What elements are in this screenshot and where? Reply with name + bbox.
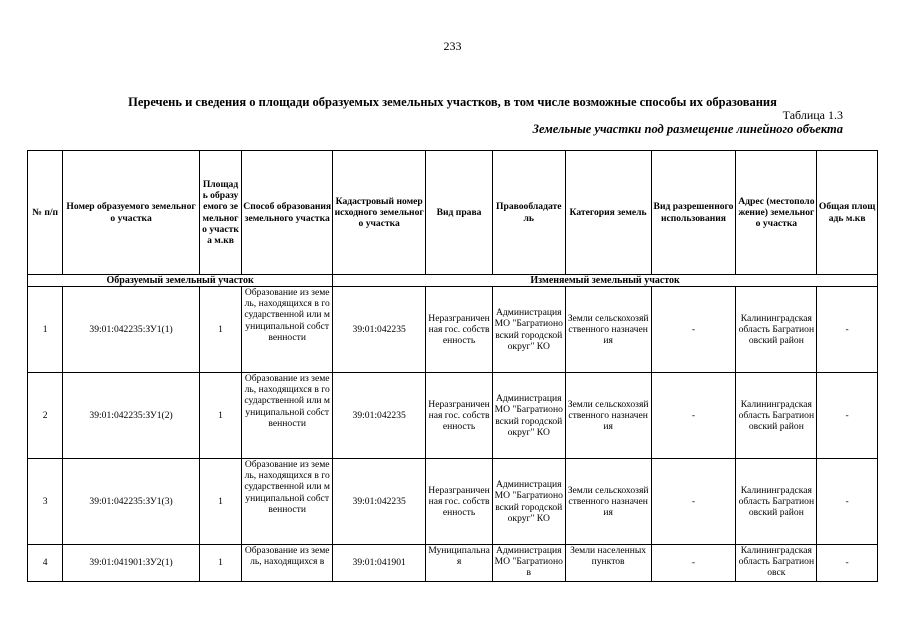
header-row [28,151,878,275]
cell-plot-number: 39:01:042235:ЗУ1(2) [63,373,199,459]
cell-total-area: - [817,459,878,545]
cell-area: 1 [199,287,241,373]
col-header-area: Площадь образуемого земельного участка м.кв [199,151,241,275]
cell-total-area: - [817,373,878,459]
cell-area: 1 [199,545,241,582]
section-changed: Изменяемый земельный участок [333,275,878,287]
col-header-plot-number: Номер образуемого земельного участка [63,151,199,275]
cell-plot-number: 39:01:042235:ЗУ1(3) [63,459,199,545]
table-row [28,459,878,545]
section-formed: Образуемый земельный участок [28,275,333,287]
cell-address: Калининградская область Багратионовский район [736,287,817,373]
cell-area: 1 [199,459,241,545]
col-header-address: Адрес (местоположение) земельного участка [736,151,817,275]
cell-right-type: Неразграниченная гос. собственность [426,459,493,545]
col-header-cadastral: Кадастровый номер исходного земельного участка [333,151,426,275]
col-header-method: Способ образования земельного участка [242,151,333,275]
cell-category: Земли сельскохозяйственного назначения [565,287,651,373]
col-header-num: № п/п [28,151,63,275]
cell-owner: Администрация МО "Багратионов [492,545,565,582]
col-header-permitted-use: Вид разрешенного использования [651,151,736,275]
page-number: 233 [443,39,462,53]
cell-right-type: Неразграниченная гос. собственность [426,287,493,373]
cell-permitted-use: - [651,287,736,373]
cell-cadastral: 39:01:042235 [333,287,426,373]
cell-right-type: Неразграниченная гос. собственность [426,373,493,459]
cell-area: 1 [199,373,241,459]
cell-method: Образование из земель, находящихся в государственной или муниципальной собственности [242,287,333,373]
table-row [28,373,878,459]
cell-owner: Администрация МО "Багратионовский городской округ" КО [492,459,565,545]
cell-num: 2 [28,373,63,459]
cell-cadastral: 39:01:042235 [333,459,426,545]
cell-cadastral: 39:01:042235 [333,373,426,459]
cell-right-type: Муниципальная [426,545,493,582]
cell-address: Калининградская область Багратионовск [736,545,817,582]
cell-owner: Администрация МО "Багратионовский городской округ" КО [492,373,565,459]
cell-method: Образование из земель, находящихся в [242,545,333,582]
cell-total-area: - [817,545,878,582]
document-title: Перечень и сведения о площади образуемых земельных участков, в том числе возможные способы их образования [128,95,777,109]
cell-plot-number: 39:01:041901:ЗУ2(1) [63,545,199,582]
section-row [28,275,878,287]
cell-category: Земли сельскохозяйственного назначения [565,459,651,545]
col-header-right-type: Вид права [426,151,493,275]
cell-address: Калининградская область Багратионовский район [736,459,817,545]
table-row [28,287,878,373]
cell-category: Земли сельскохозяйственного назначения [565,373,651,459]
cell-num: 4 [28,545,63,582]
cell-permitted-use: - [651,545,736,582]
cell-permitted-use: - [651,459,736,545]
cell-permitted-use: - [651,373,736,459]
cell-owner: Администрация МО "Багратионовский городской округ" КО [492,287,565,373]
col-header-owner: Правообладатель [492,151,565,275]
cell-address: Калининградская область Багратионовский район [736,373,817,459]
cell-method: Образование из земель, находящихся в государственной или муниципальной собственности [242,373,333,459]
table-subtitle: Земельные участки под размещение линейного объекта [532,122,843,136]
cell-num: 3 [28,459,63,545]
cell-num: 1 [28,287,63,373]
land-plots-table [27,150,878,582]
cell-cadastral: 39:01:041901 [333,545,426,582]
col-header-category: Категория земель [565,151,651,275]
cell-method: Образование из земель, находящихся в государственной или муниципальной собственности [242,459,333,545]
cell-category: Земли населенных пунктов [565,545,651,582]
cell-plot-number: 39:01:042235:ЗУ1(1) [63,287,199,373]
table-number: Таблица 1.3 [782,108,843,122]
cell-total-area: - [817,287,878,373]
col-header-total-area: Общая площадь м.кв [817,151,878,275]
table-row [28,545,878,582]
